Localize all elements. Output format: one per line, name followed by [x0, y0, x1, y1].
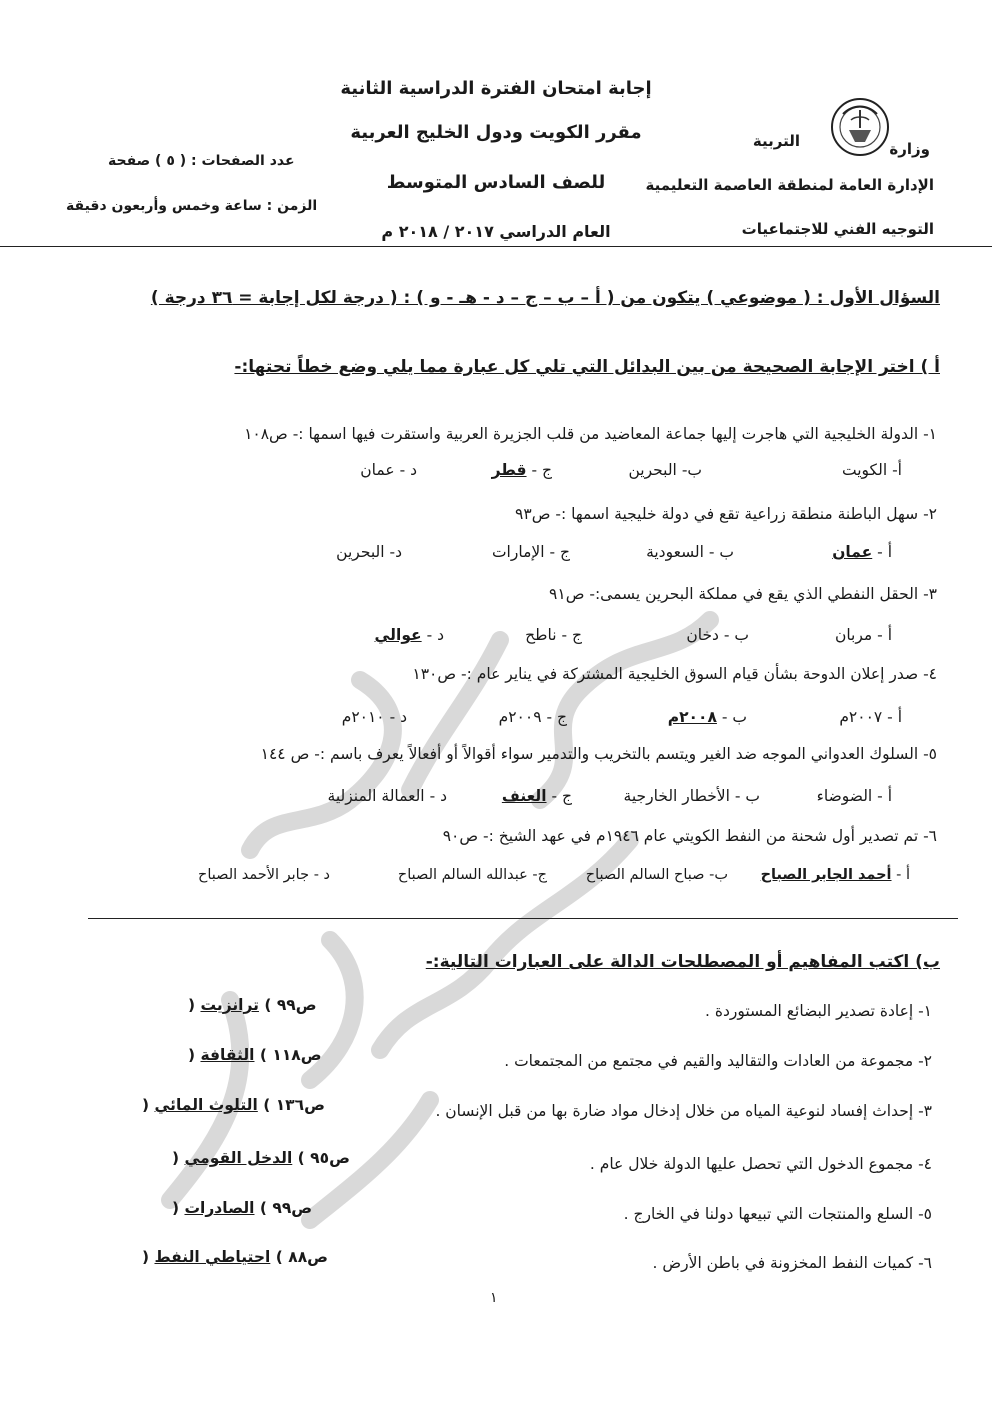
part-b-title: ب) اكتب المفاهيم أو المصطلحات الدالة على العبارات التالية:-	[425, 952, 940, 972]
option-a: أ - ٢٠٠٧م	[839, 708, 902, 726]
section-divider	[88, 918, 958, 919]
option-d-correct: د - عوالي	[374, 626, 444, 644]
option-d: د - ٢٠١٠م	[341, 708, 407, 726]
page-number: ١	[490, 1290, 498, 1306]
exam-title: إجابة امتحان الفترة الدراسية الثانية	[340, 78, 652, 99]
question-text: ١- الدولة الخليجية التي هاجرت إليها جماعة المعاضيد من قلب الجزيرة العربية واستقرت فيها اسمها :- ص١٠٨	[244, 425, 937, 443]
term-5: ص٩٩ ) الصادرات (	[172, 1199, 313, 1217]
term-1: ص٩٩ ) ترانزيت (	[188, 996, 317, 1014]
ministry-label: وزارة	[889, 140, 930, 158]
kuwait-emblem-icon	[825, 92, 895, 162]
question-1-title: السؤال الأول : ( موضوعي ) يتكون من ( أ – ب – ج – د - هـ - و ) : ( درجة لكل إجابة = ٣٦ درجة )	[150, 288, 940, 308]
definition-2: ٢- مجموعة من العادات والتقاليد والقيم في مجتمع من المجتمعات .	[504, 1052, 932, 1070]
option-b: ب - دخان	[686, 626, 749, 644]
ministry-name: التربية	[752, 132, 800, 150]
option-c: ج - ناطح	[525, 626, 582, 644]
definition-5: ٥- السلع والمنتجات التي تبيعها دولنا في الخارج .	[623, 1205, 932, 1223]
grade-title: للصف السادس المتوسط	[386, 172, 606, 193]
definition-3: ٣- إحداث إفساد لنوعية المياه من خلال إدخال مواد ضارة بها من قبل الإنسان .	[435, 1102, 932, 1120]
option-b: ب - الأخطار الخارجية	[623, 787, 760, 805]
question-text: ٤- صدر إعلان الدوحة بشأن قيام السوق الخليجية المشتركة في يناير عام :- ص١٣٠	[412, 665, 937, 683]
watermark-stamp-icon	[110, 580, 810, 1300]
option-c-correct: ج - قطر	[491, 461, 552, 479]
option-d: د - جابر الأحمد الصباح	[198, 867, 330, 883]
term-4: ص٩٥ ) الدخل القومي (	[172, 1149, 350, 1167]
header-divider	[0, 246, 992, 247]
option-a: أ - مربان	[834, 626, 892, 644]
directorate: الإدارة العامة لمنطقة العاصمة التعليمية	[645, 176, 934, 194]
option-b-correct: ب - ٢٠٠٨م	[667, 708, 747, 726]
course-title: مقرر الكويت ودول الخليج العربية	[350, 122, 642, 143]
definition-1: ١- إعادة تصدير البضائع المستوردة .	[705, 1002, 932, 1020]
exam-duration: الزمن : ساعة وخمس وأربعون دقيقة	[66, 198, 318, 214]
part-a-title: أ ) اختر الإجابة الصحيحة من بين البدائل التي تلي كل عبارة مما يلي وضع خطاً تحتها:-	[234, 357, 940, 377]
supervision: التوجيه الفني للاجتماعيات	[741, 220, 934, 238]
option-a-correct: أ - أحمد الجابر الصباح	[760, 867, 910, 883]
term-2: ص١١٨ ) الثقافة (	[188, 1046, 322, 1064]
option-c: ج - الإمارات	[491, 543, 570, 561]
definition-6: ٦- كميات النفط المخزونة في باطن الأرض .	[652, 1254, 932, 1272]
pages-count: عدد الصفحات : ( ٥ ) صفحة	[108, 153, 295, 169]
option-b: ب- صباح السالم الصباح	[585, 867, 728, 883]
option-c-correct: ج - العنف	[501, 787, 572, 805]
option-d: د - عمان	[360, 461, 417, 479]
question-text: ٣- الحقل النفطي الذي يقع في مملكة البحرين يسمى:- ص٩١	[549, 585, 937, 603]
term-3: ص١٣٦ ) التلوث المائي (	[142, 1096, 325, 1114]
question-text: ٦- تم تصدير أول شحنة من النفط الكويتي عام ١٩٤٦م في عهد الشيخ :- ص٩٠	[442, 827, 937, 845]
option-a-correct: أ - عمان	[832, 543, 892, 561]
option-d: د- البحرين	[336, 543, 402, 561]
option-d: د - العمالة المنزلية	[327, 787, 447, 805]
option-c: ج - ٢٠٠٩م	[498, 708, 567, 726]
option-a: أ- الكويت	[842, 461, 902, 479]
option-b: ب- البحرين	[628, 461, 702, 479]
term-6: ص٨٨ ) احتياطي النفط (	[142, 1248, 329, 1266]
definition-4: ٤- مجموع الدخول التي تحصل عليها الدولة خلال عام .	[589, 1155, 932, 1173]
school-year: العام الدراسي ٢٠١٧ / ٢٠١٨ م	[381, 222, 611, 241]
question-text: ٢- سهل الباطنة منطقة زراعية تقع في دولة خليجية اسمها :- ص٩٣	[515, 505, 937, 523]
option-a: أ - الضوضاء	[816, 787, 892, 805]
question-text: ٥- السلوك العدواني الموجه ضد الغير ويتسم بالتخريب والتدمير سواء أقوالاً أو أفعالاً يعرف باسم :- ص ١٤٤	[260, 745, 937, 763]
option-b: ب - السعودية	[646, 543, 734, 561]
option-c: ج- عبدالله السالم الصباح	[397, 867, 547, 883]
